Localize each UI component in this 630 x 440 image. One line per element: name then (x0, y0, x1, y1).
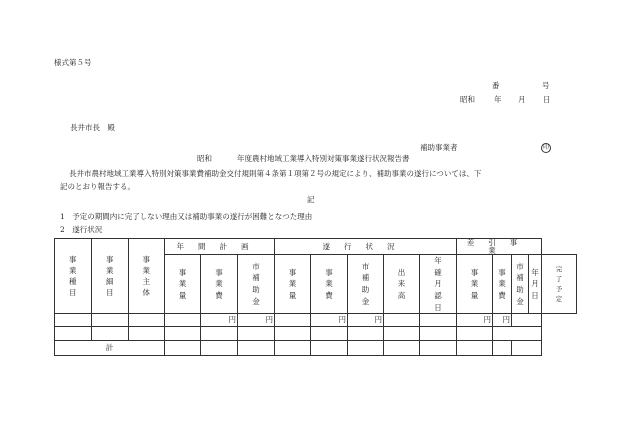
body-line-1: 長井市農村地域工業導入特別対策事業費補助金交付規則第４条第１項第２号の規定により、補助事業の遂行については、下 (69, 169, 482, 178)
diff-shi-hojokin: 市補助金 (512, 255, 529, 314)
table-cell[interactable] (201, 327, 238, 341)
table-cell[interactable] (129, 327, 165, 341)
total-row (55, 341, 577, 356)
date-era: 昭和 (460, 95, 475, 104)
data-row (55, 327, 577, 341)
table-cell[interactable] (275, 327, 311, 341)
header-group-diff: 差引事業 (457, 239, 542, 255)
diff-kanryo-yotei: 年月日 (529, 255, 542, 314)
yen-unit: 円 (493, 314, 512, 327)
doc-number-go: 号 (542, 81, 550, 90)
item-2: 2 遂行状況 (60, 225, 103, 234)
progress-jigyohi: 事業費 (311, 255, 348, 314)
progress-table (54, 238, 577, 356)
seal-mark: 印 (542, 144, 549, 151)
ki-heading: 記 (307, 195, 315, 204)
yen-unit: 円 (457, 314, 493, 327)
table-cell[interactable] (493, 327, 542, 341)
table-cell[interactable] (238, 327, 275, 341)
yen-unit: 円 (201, 314, 238, 327)
yen-unit: 円 (348, 314, 384, 327)
table-cell[interactable] (55, 327, 92, 341)
progress-dekidaka: 出来高 (384, 255, 420, 314)
header-group-plan: 年間計画 (165, 239, 275, 255)
table-cell[interactable] (384, 327, 420, 341)
header-group-progress: 遂行状況 (275, 239, 457, 255)
progress-jigyoryo: 事業量 (275, 255, 311, 314)
title-era: 昭和 (197, 154, 212, 163)
doc-number-ban: 番 (492, 81, 500, 90)
yen-row (55, 314, 577, 327)
yen-unit: 円 (238, 314, 275, 327)
date-year: 年 (494, 95, 502, 104)
header-jigyo-shutai: 事業主体 (129, 239, 165, 314)
item-1: 1 予定の期間内に完了しない理由又は補助事業の遂行が困難となつた理由 (60, 212, 313, 221)
header-row-groups (55, 239, 577, 255)
progress-shi-hojokin: 市補助金 (348, 255, 384, 314)
addressee: 長井市長 殿 (70, 123, 115, 132)
yen-unit: 円 (311, 314, 348, 327)
date-month: 月 (518, 95, 526, 104)
form-number: 様式第５号 (54, 58, 92, 67)
diff-jigyoryo: 事業量 (457, 255, 493, 314)
plan-shi-hojokin: 市補助金 (238, 255, 275, 314)
table-cell[interactable] (457, 327, 493, 341)
header-jigyo-shumoku: 事業種目 (55, 239, 92, 314)
table-cell[interactable] (420, 327, 457, 341)
diff-kanryo-yotei-sub: 完了予定 (542, 255, 577, 314)
plan-jigyohi: 事業費 (201, 255, 238, 314)
header-jigyo-saimoku: 事業細目 (92, 239, 129, 314)
report-title: 年度農村地域工業導入特別対策事業遂行状況報告書 (237, 154, 410, 163)
diff-jigyohi: 事業費 (493, 255, 512, 314)
plan-jigyoryo: 事業量 (165, 255, 201, 314)
progress-kakunin-bi: 年確月認日 (420, 255, 457, 314)
applicant-label: 補助事業者 (420, 143, 458, 152)
table-cell[interactable] (92, 327, 129, 341)
table-cell[interactable] (348, 327, 384, 341)
table-cell[interactable] (311, 327, 348, 341)
body-line-2: 記のとおり報告する。 (60, 182, 135, 191)
table-cell[interactable] (165, 327, 201, 341)
date-day: 日 (543, 95, 551, 104)
total-label: 計 (55, 341, 165, 356)
